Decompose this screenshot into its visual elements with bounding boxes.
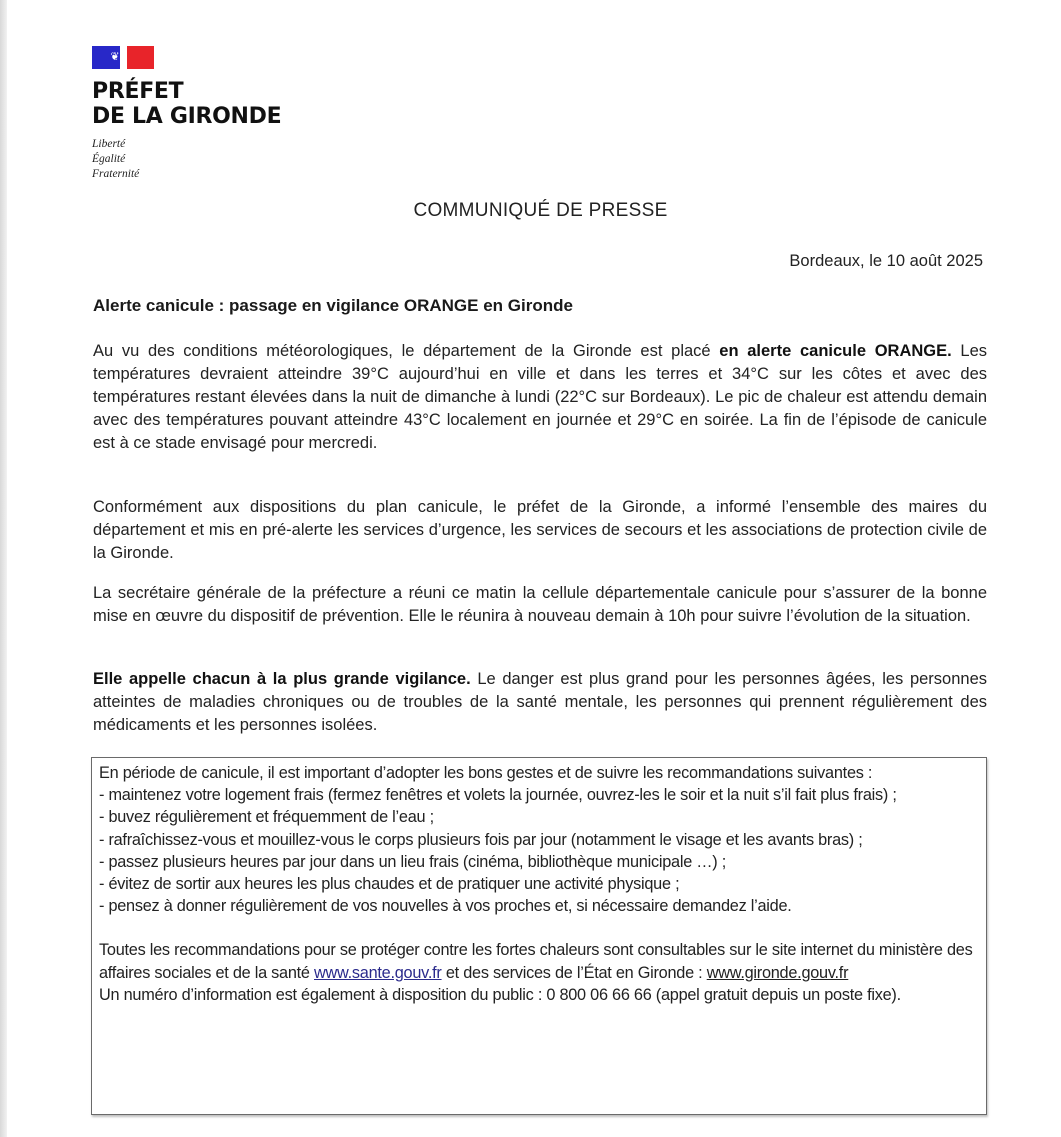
place-and-date: Bordeaux, le 10 août 2025 [789, 252, 983, 270]
page-edge-shadow [0, 0, 7, 1137]
recommendations-box [91, 757, 987, 1115]
resources-text-part: et des services de l’État en Gironde : [441, 963, 707, 982]
resources-text [99, 939, 979, 983]
paragraph-text: Les températures devraient atteindre 39°C aujourd’hui en ville et dans les terres et 34°C sur les côtes et avec des températures restant élevées dans la nuit de dimanche à lundi (22°C sur Bordeaux). Le pic de chaleur est attendu demain avec des températures pouvant atteindre 43°C localement en journée et 29°C en soirée. La fin de l’épisode de canicule est à ce stade envisagé pour mercredi. [93, 342, 988, 452]
resources-text-part: Toutes les recommandations pour se protéger contre les fortes chaleurs sont consultables sur le site internet du ministère des affaires sociales et de la santé [99, 941, 973, 982]
paragraph-text: Le danger est plus grand pour les personnes âgées, les personnes atteintes de maladies chroniques ou de troubles de la santé mentale, les personnes qui prennent régulièrement des médicaments et les personnes isolées. [93, 670, 987, 734]
prefecture-logo [92, 46, 281, 182]
paragraph-text: Au vu des conditions météorologiques, le département de la Gironde est placé [93, 342, 720, 360]
marianne-profile-icon: ❦ [110, 51, 120, 63]
motto-fraternite: Fraternité [92, 168, 140, 180]
prefecture-name-line2: DE LA GIRONDE [92, 104, 282, 129]
press-release-title: Alerte canicule : passage en vigilance ORANGE en Gironde [93, 296, 573, 315]
recommendation-item: - évitez de sortir aux heures les plus chaudes et de pratiquer une activité physique ; [99, 875, 680, 894]
spacer [99, 917, 979, 939]
recommendation-item: - buvez régulièrement et fréquemment de l’eau ; [99, 808, 434, 827]
gironde-gouv-link[interactable]: www.gironde.gouv.fr [706, 963, 849, 982]
prefecture-name [92, 79, 281, 129]
alert-level-emphasis: en alerte canicule ORANGE. [719, 342, 952, 360]
motto-liberte: Liberté [92, 138, 126, 150]
recommendation-item: - passez plusieurs heures par jour dans un lieu frais (cinéma, bibliothèque municipale …) ; [99, 852, 727, 871]
paragraph-vigilance-call [93, 668, 987, 737]
recommendation-item: - maintenez votre logement frais (fermez fenêtres et volets la journée, ouvrez-les le soir et la nuit s’il fait plus frais) ; [99, 786, 897, 805]
recommendation-item: - pensez à donner régulièrement de vos nouvelles à vos proches et, si nécessaire demandez l’aide. [99, 897, 792, 916]
republic-motto [92, 137, 281, 182]
paragraph-weather-conditions [93, 340, 987, 455]
recommendation-item: - rafraîchissez-vous et mouillez-vous le corps plusieurs fois par jour (notamment le visage et les avants bras) ; [99, 830, 863, 849]
document-type-heading: COMMUNIQUÉ DE PRESSE [413, 200, 668, 221]
sante-gouv-link[interactable]: www.sante.gouv.fr [314, 963, 442, 982]
recommendations-intro: En période de canicule, il est important d’adopter les bons gestes et de suivre les recommandations suivantes : [99, 764, 873, 782]
prefecture-name-line1: PRÉFET [92, 79, 184, 104]
paragraph-heat-cell: La secrétaire générale de la préfecture a réuni ce matin la cellule départementale canicule pour s’assurer de la bonne mise en œuvre du dispositif de prévention. Elle le réunira à nouveau demain à 10h pour suivre l’évolution de la situation. [93, 584, 987, 625]
hotline-text: Un numéro d’information est également à disposition du public : 0 800 06 66 66 (appel gratuit depuis un poste fixe). [99, 985, 901, 1004]
vigilance-emphasis: Elle appelle chacun à la plus grande vigilance. [93, 670, 471, 688]
paragraph-heat-plan: Conformément aux dispositions du plan canicule, le préfet de la Gironde, a informé l’ensemble des maires du département et mis en pré-alerte les services d’urgence, les services de secours et les associations de protection civile de la Gironde. [93, 498, 987, 562]
marianne-flag-icon [92, 46, 154, 69]
motto-egalite: Égalité [92, 153, 126, 165]
